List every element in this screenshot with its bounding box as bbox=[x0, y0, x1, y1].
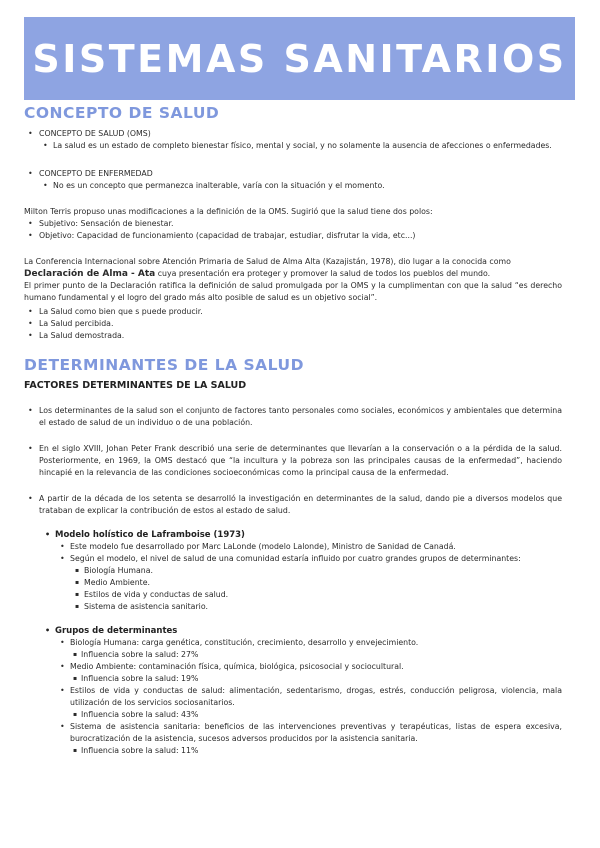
enf-def-list bbox=[24, 180, 562, 192]
group-item: • Sistema de asistencia sanitaria: beneficios de las intervenciones preventivas y terapéuticas, listas de espera excesiva, burocratización de la asistencia, sucesos adversos producidos por la asistencia sanitaria. bbox=[24, 721, 562, 745]
group-item: • Biología Humana: carga genética, constitución, crecimiento, desarrollo y envejecimiento. bbox=[24, 637, 562, 649]
model-item: • Este modelo fue desarrollado por Marc LaLonde (modelo Lalonde), Ministro de Sanidad de Canadá. bbox=[24, 541, 562, 553]
model-group: ▪ Estilos de vida y conductas de salud. bbox=[24, 589, 562, 601]
enf-definition: • No es un concepto que permanezca inalterable, varía con la situación y el momento. bbox=[24, 180, 562, 192]
group-influence: ▪ Influencia sobre la salud: 11% bbox=[24, 745, 562, 757]
health-item: • La Salud como bien que s puede producir. bbox=[24, 306, 562, 318]
poles-list bbox=[24, 218, 562, 242]
group-influence: ▪ Influencia sobre la salud: 43% bbox=[24, 709, 562, 721]
seventies-list bbox=[24, 493, 562, 517]
section-title-concepto: CONCEPTO DE SALUD bbox=[24, 104, 220, 122]
model-group: ▪ Sistema de asistencia sanitario. bbox=[24, 601, 562, 613]
declaration-paragraph: El primer punto de la Declaración ratifica la definición de salud promulgada por la OMS y la cumplimentan con que la salud “es derecho humano fundamental y el logro del grado más alto posible de salud es un objetivo social”. bbox=[24, 281, 562, 302]
title-banner bbox=[24, 17, 575, 100]
groups-list bbox=[24, 625, 562, 637]
health-item: • La Salud demostrada. bbox=[24, 330, 562, 342]
determinants-list bbox=[24, 405, 562, 429]
groups-title: • Grupos de determinantes bbox=[24, 625, 562, 637]
oms-list bbox=[24, 128, 562, 140]
group-item: • Estilos de vida y conductas de salud: alimentación, sedentarismo, drogas, estrés, conducción peligrosa, violencia, mala utilización de los servicios sociosanitarios. bbox=[24, 685, 562, 709]
determinants-bullet: • Los determinantes de la salud son el conjunto de factores tanto personales como sociales, económicos y ambientales que determina el estado de salud de un individuo o de una población. bbox=[24, 405, 562, 429]
groups-items bbox=[24, 637, 562, 649]
oms-def-list bbox=[24, 140, 562, 152]
health-list bbox=[24, 306, 562, 342]
terris-paragraph: Milton Terris propuso unas modificaciones a la definición de la OMS. Sugirió que la salud tiene dos polos: bbox=[24, 207, 433, 216]
declaration-name: Declaración de Alma - Ata bbox=[24, 269, 156, 279]
document-body bbox=[24, 104, 562, 757]
oms-label: • CONCEPTO DE SALUD (OMS) bbox=[24, 128, 562, 140]
conference-paragraph: La Conferencia Internacional sobre Atención Primaria de Salud de Alma Alta (Kazajistán, 1978), dio lugar a la conocida como Declaración de Alma - Ata cuya presentación era proteger y promover la salud de todos los pueblos del mundo. bbox=[24, 257, 511, 279]
model-items bbox=[24, 541, 562, 565]
page-title: SISTEMAS SANITARIOS bbox=[32, 36, 567, 81]
group-item: • Medio Ambiente: contaminación física, química, biológica, psicosocial y sociocultural. bbox=[24, 661, 562, 673]
section-title-determinantes: DETERMINANTES DE LA SALUD bbox=[24, 356, 304, 374]
model-groups bbox=[24, 565, 562, 613]
group-influence: ▪ Influencia sobre la salud: 27% bbox=[24, 649, 562, 661]
frank-bullet: • En el siglo XVIII, Johan Peter Frank describió una serie de determinantes que llevarían a la conservación o a la pérdida de la salud. Posteriormente, en 1969, la OMS destacó que “la incultura y la pobreza son las principales causas de la enfermedad”, haciendo hincapié en la relevancia de las condiciones socioeconómicas como la principal causa de la enfermedad. bbox=[24, 443, 562, 479]
enf-list bbox=[24, 168, 562, 180]
section-subtitle: FACTORES DETERMINANTES DE LA SALUD bbox=[24, 380, 247, 391]
model-group: ▪ Medio Ambiente. bbox=[24, 577, 562, 589]
model-group: ▪ Biología Humana. bbox=[24, 565, 562, 577]
seventies-bullet: • A partir de la década de los setenta se desarrolló la investigación en determinantes de la salud, dando pie a diversos modelos que trataban de explicar la contribución de estos al estado de salud. bbox=[24, 493, 562, 517]
frank-list bbox=[24, 443, 562, 479]
health-item: • La Salud percibida. bbox=[24, 318, 562, 330]
oms-definition: • La salud es un estado de completo bienestar físico, mental y social, y no solamente la ausencia de afecciones o enfermedades. bbox=[24, 140, 562, 152]
group-influence: ▪ Influencia sobre la salud: 19% bbox=[24, 673, 562, 685]
model-item: • Según el modelo, el nivel de salud de una comunidad estaría influido por cuatro grandes grupos de determinantes: bbox=[24, 553, 562, 565]
pole-item: • Objetivo: Capacidad de funcionamiento (capacidad de trabajar, estudiar, disfrutar la vida, etc...) bbox=[24, 230, 562, 242]
enf-label: • CONCEPTO DE ENFERMEDAD bbox=[24, 168, 562, 180]
model-title: • Modelo holístico de Laframboise (1973) bbox=[24, 529, 562, 541]
pole-item: • Subjetivo: Sensación de bienestar. bbox=[24, 218, 562, 230]
model-list bbox=[24, 529, 562, 541]
